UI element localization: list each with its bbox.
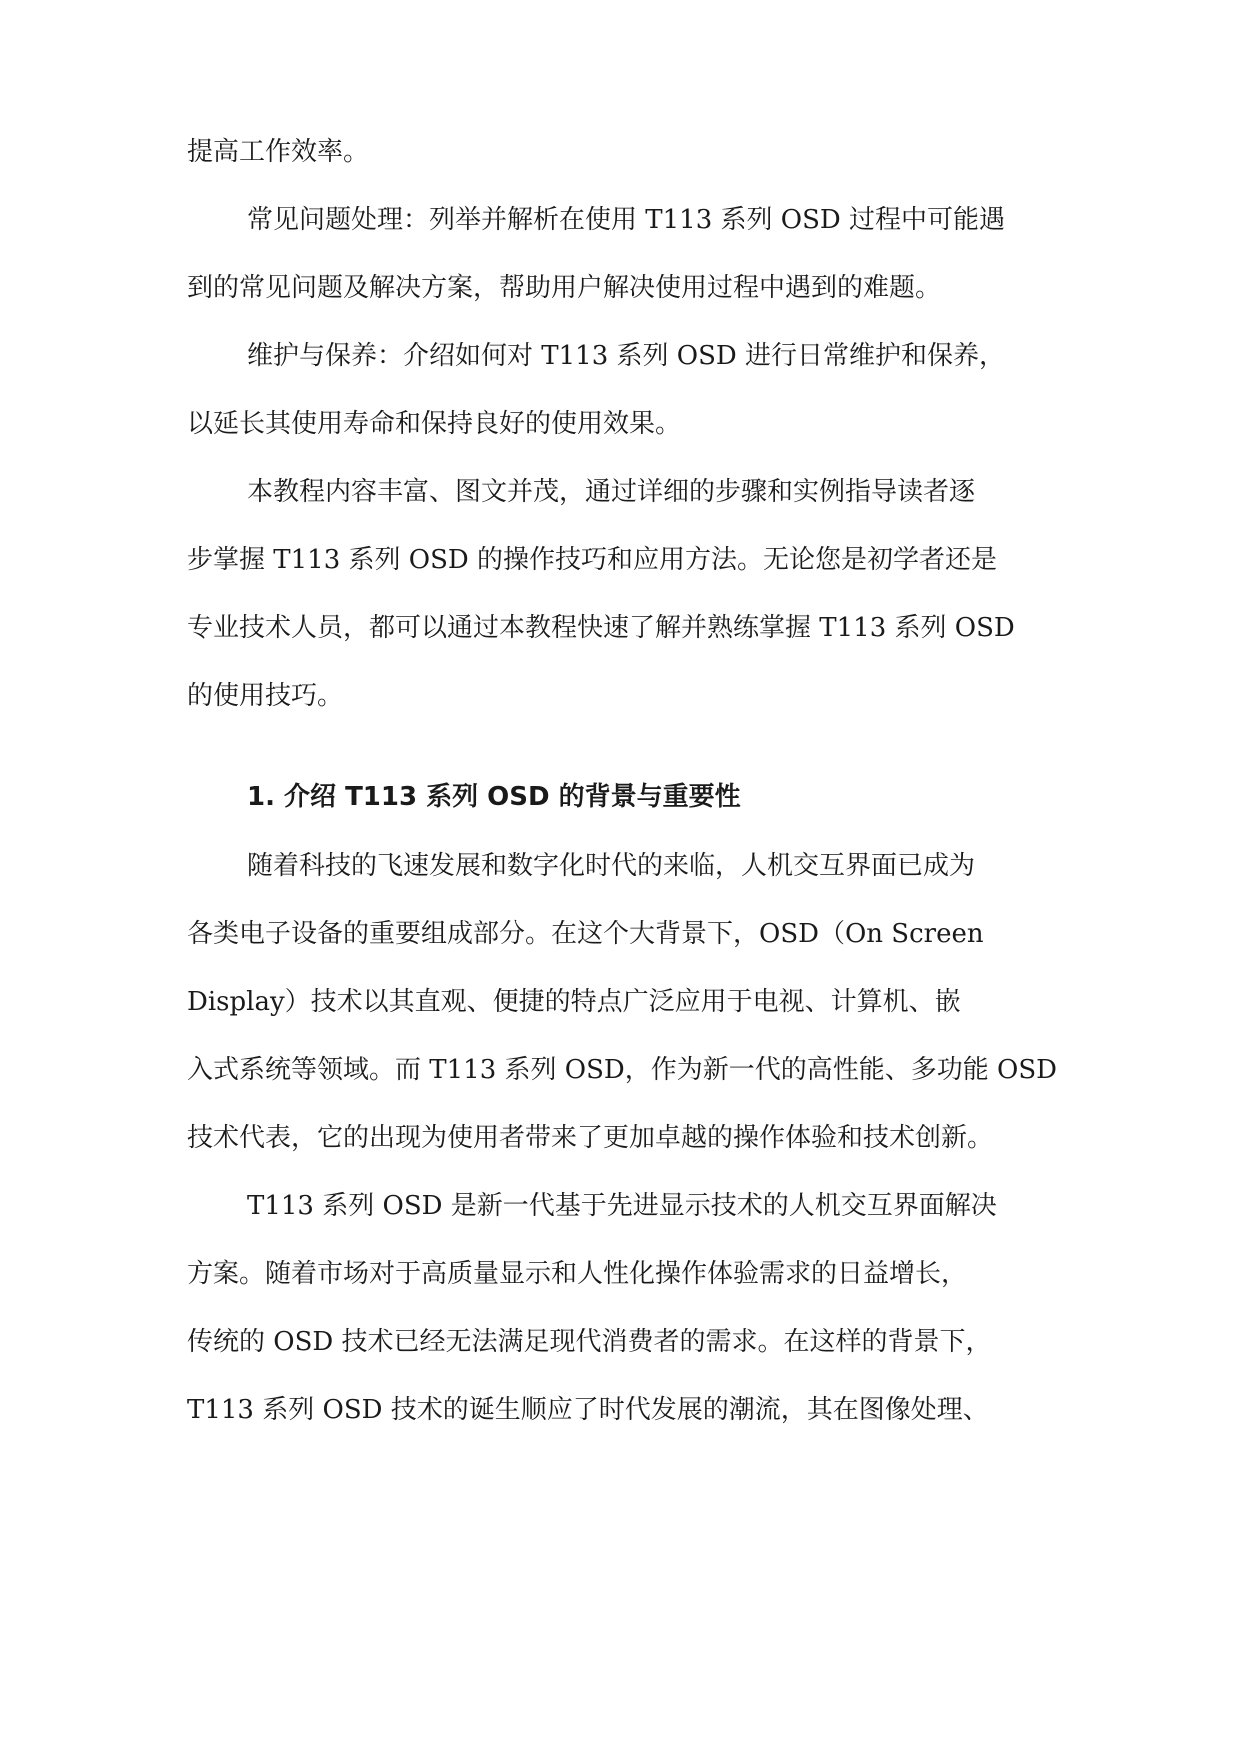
text-line: 入式系统等领域。而 T113 系列 OSD，作为新一代的高性能、多功能 OSD xyxy=(187,1055,1057,1085)
text-line: 常见问题处理：列举并解析在使用 T113 系列 OSD 过程中可能遇 xyxy=(247,205,1005,235)
text-line: Display）技术以其直观、便捷的特点广泛应用于电视、计算机、嵌 xyxy=(187,987,961,1017)
text-line: 各类电子设备的重要组成部分。在这个大背景下，OSD（On Screen xyxy=(187,919,984,949)
text-line: 的使用技巧。 xyxy=(187,681,344,711)
text-line: 传统的 OSD 技术已经无法满足现代消费者的需求。在这样的背景下， xyxy=(187,1327,992,1357)
text-line: 到的常见问题及解决方案，帮助用户解决使用过程中遇到的难题。 xyxy=(187,273,942,303)
text-line: 本教程内容丰富、图文并茂，通过详细的步骤和实例指导读者逐 xyxy=(247,477,976,507)
text-line: 方案。随着市场对于高质量显示和人性化操作体验需求的日益增长， xyxy=(187,1259,968,1289)
text-line: 提高工作效率。 xyxy=(187,137,370,167)
section-heading: 1. 介绍 T113 系列 OSD 的背景与重要性 xyxy=(247,782,741,812)
text-line: 随着科技的飞速发展和数字化时代的来临，人机交互界面已成为 xyxy=(247,851,976,881)
text-line: 技术代表，它的出现为使用者带来了更加卓越的操作体验和技术创新。 xyxy=(187,1123,994,1153)
text-line: 步掌握 T113 系列 OSD 的操作技巧和应用方法。无论您是初学者还是 xyxy=(187,545,997,575)
text-line: T113 系列 OSD 是新一代基于先进显示技术的人机交互界面解决 xyxy=(247,1191,997,1221)
text-line: 维护与保养：介绍如何对 T113 系列 OSD 进行日常维护和保养， xyxy=(247,341,1005,371)
text-line: T113 系列 OSD 技术的诞生顺应了时代发展的潮流，其在图像处理、 xyxy=(187,1395,989,1425)
text-line: 专业技术人员，都可以通过本教程快速了解并熟练掌握 T113 系列 OSD xyxy=(187,613,1015,643)
text-line: 以延长其使用寿命和保持良好的使用效果。 xyxy=(187,409,682,439)
